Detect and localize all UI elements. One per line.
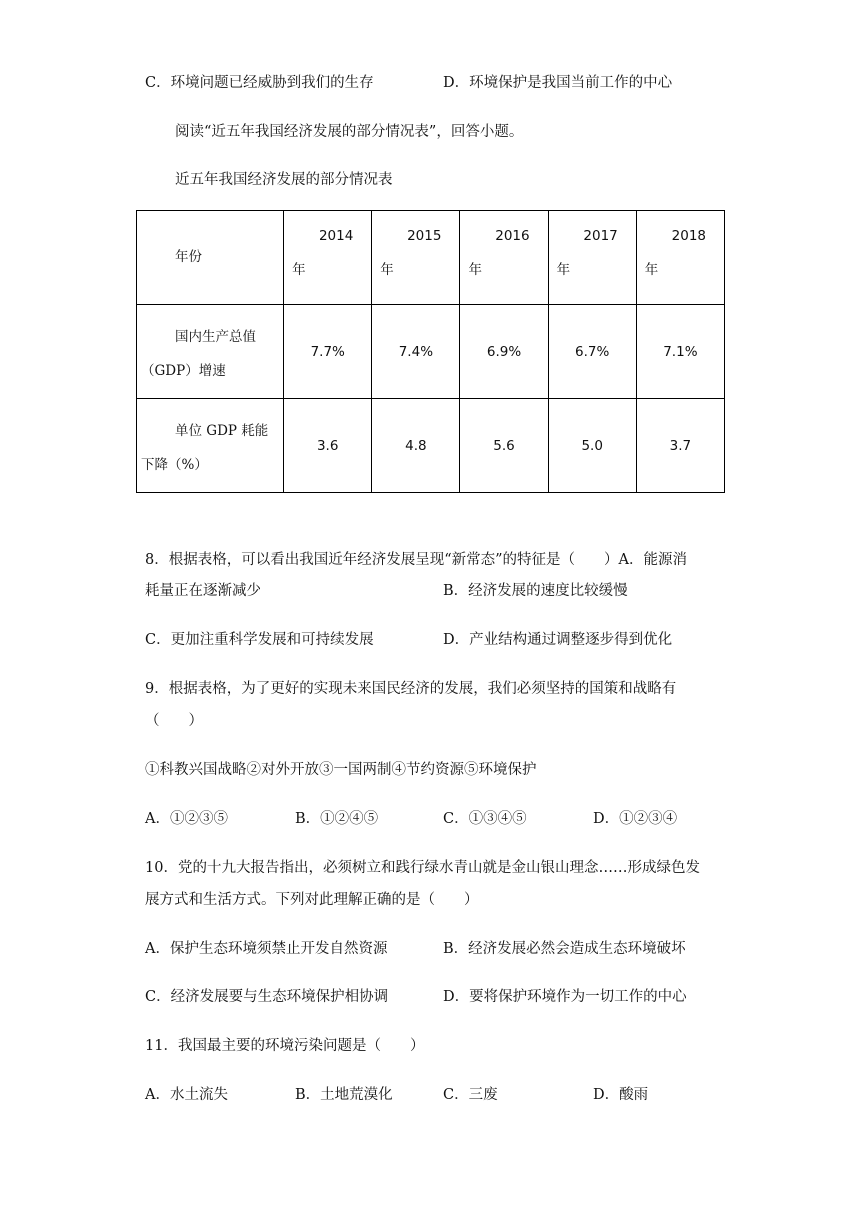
q10-option-c: C．经济发展要与生态环境保护相协调 bbox=[145, 989, 389, 1005]
gdp-label-cell: 国内生产总值 （GDP）增速 bbox=[137, 305, 284, 399]
q10-stem-line1: 10．党的十九大报告指出，必须树立和践行绿水青山就是金山银山理念……形成绿色发 bbox=[145, 860, 700, 876]
year-cell: 2014 年 bbox=[284, 211, 372, 305]
economy-table bbox=[136, 210, 725, 493]
table-cell: 7.1% bbox=[636, 305, 724, 399]
table-row-year bbox=[137, 211, 725, 305]
q9-option-b: B．①②④⑤ bbox=[295, 811, 379, 827]
q11-option-d: D．酸雨 bbox=[593, 1087, 649, 1103]
q10-option-d: D．要将保护环境作为一切工作的中心 bbox=[443, 989, 687, 1005]
q8-stem-line2: 耗量正在逐渐减少 bbox=[145, 583, 261, 599]
year-cell: 2016 年 bbox=[460, 211, 548, 305]
q8-stem-line1: 8．根据表格，可以看出我国近年经济发展呈现“新常态”的特征是（ ）A．能源消 bbox=[145, 552, 688, 568]
q9-option-a: A．①②③⑤ bbox=[145, 811, 228, 827]
table-cell: 5.0 bbox=[548, 399, 636, 493]
q9-stem-line1: 9．根据表格，为了更好的实现未来国民经济的发展，我们必须坚持的国策和战略有 bbox=[145, 681, 677, 697]
q11-option-a: A．水土流失 bbox=[145, 1087, 228, 1103]
table-cell: 5.6 bbox=[460, 399, 548, 493]
q7-option-c: C．环境问题已经威胁到我们的生存 bbox=[145, 75, 374, 91]
year-cell: 2018 年 bbox=[636, 211, 724, 305]
q8-option-c: C．更加注重科学发展和可持续发展 bbox=[145, 632, 374, 648]
table-row-gdp bbox=[137, 305, 725, 399]
q11-option-c: C．三废 bbox=[443, 1087, 498, 1103]
q10-option-b: B．经济发展必然会造成生态环境破坏 bbox=[443, 941, 686, 957]
q10-option-a: A．保护生态环境须禁止开发自然资源 bbox=[145, 941, 388, 957]
q8-option-d: D．产业结构通过调整逐步得到优化 bbox=[443, 632, 673, 648]
reading-instruction: 阅读“近五年我国经济发展的部分情况表”，回答小题。 bbox=[175, 124, 524, 140]
q7-option-d: D．环境保护是我国当前工作的中心 bbox=[443, 75, 673, 91]
year-header-label: 年份 bbox=[175, 248, 202, 265]
table-cell: 6.7% bbox=[548, 305, 636, 399]
q11-stem: 11．我国最主要的环境污染问题是（ ） bbox=[145, 1038, 425, 1054]
table-cell: 3.6 bbox=[284, 399, 372, 493]
q9-option-d: D．①②③④ bbox=[593, 811, 678, 827]
q9-items: ①科教兴国战略②对外开放③一国两制④节约资源⑤环境保护 bbox=[145, 762, 537, 778]
q9-stem-line2: （ ） bbox=[145, 713, 203, 729]
energy-label-cell: 单位 GDP 耗能 下降（%） bbox=[137, 399, 284, 493]
table-title: 近五年我国经济发展的部分情况表 bbox=[175, 172, 393, 188]
q11-option-b: B．土地荒漠化 bbox=[295, 1087, 393, 1103]
table-row-energy bbox=[137, 399, 725, 493]
q10-stem-line2: 展方式和生活方式。下列对此理解正确的是（ ） bbox=[145, 892, 479, 908]
q9-option-c: C．①③④⑤ bbox=[443, 811, 527, 827]
table-cell: 4.8 bbox=[372, 399, 460, 493]
q8-option-b: B．经济发展的速度比较缓慢 bbox=[443, 583, 628, 599]
table-cell: 7.7% bbox=[284, 305, 372, 399]
year-cell: 2015 年 bbox=[372, 211, 460, 305]
table-cell: 3.7 bbox=[636, 399, 724, 493]
table-cell: 7.4% bbox=[372, 305, 460, 399]
table-cell: 6.9% bbox=[460, 305, 548, 399]
year-cell: 2017 年 bbox=[548, 211, 636, 305]
table-header-cell bbox=[137, 211, 284, 305]
